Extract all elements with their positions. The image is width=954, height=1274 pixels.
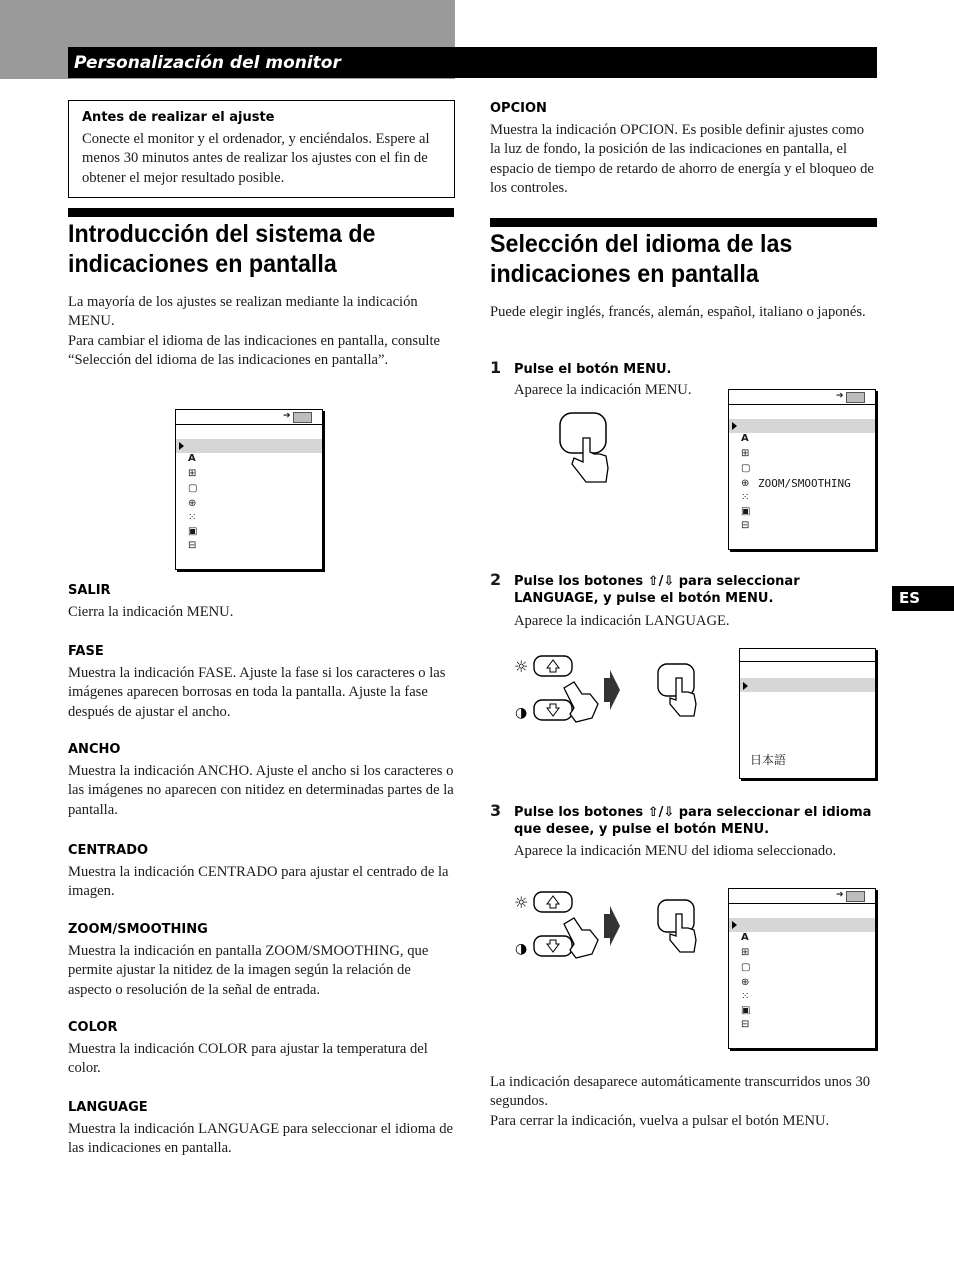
zoom-menu-label: ZOOM/SMOOTHING — [758, 477, 851, 490]
step-2-number: 2 — [490, 570, 502, 589]
item-zoom-label: ZOOM/SMOOTHING — [68, 922, 208, 937]
right-intro: Puede elegir inglés, francés, alemán, español, italiano o japonés. — [490, 304, 866, 320]
menu-screen-step3: ➔ A ⊞ ▢ ⊕ ⁙ ▣ ⊟ — [728, 888, 876, 1049]
language-icon: ▣ — [188, 526, 198, 537]
svg-text:◑: ◑ — [515, 941, 528, 957]
menu-screen-step1: ➔ A ⊞ ▢ ⊕ ZOOM/SMOOTHING ⁙ ▣ ⊟ — [728, 389, 876, 550]
color-icon: ⁙ — [188, 512, 197, 523]
language-icon: ▣ — [741, 1005, 751, 1016]
item-salir-label: SALIR — [68, 583, 111, 598]
opcion-text: Muestra la indicación OPCION. Es posible definir ajustes como la luz de fondo, la posición de las indicaciones en pantalla, el espacio de tiempo de retardo de ahorro de energía y el bloqueo de los controles. — [490, 122, 874, 197]
svg-text:☼: ☼ — [514, 657, 529, 676]
phase-icon: A — [188, 453, 196, 464]
svg-text:◑: ◑ — [515, 705, 528, 721]
note-box-title: Antes de realizar el ajuste — [82, 110, 275, 125]
left-intro-2: Para cambiar el idioma de las indicaciones en pantalla, consulte “Selección del idioma de las indicaciones en pantalla”. — [68, 333, 440, 369]
center-icon: ▢ — [741, 463, 751, 474]
zoom-icon: ⊕ — [741, 478, 750, 489]
language-screen-step2 — [739, 648, 876, 779]
left-heading-rule — [68, 208, 454, 217]
item-fase-label: FASE — [68, 644, 104, 659]
center-icon: ▢ — [188, 483, 198, 494]
item-salir-text: Cierra la indicación MENU. — [68, 604, 234, 620]
item-color-text: Muestra la indicación COLOR para ajustar la temperatura del color. — [68, 1041, 428, 1077]
step-3-title: Pulse los botones ⇧/⇩ para seleccionar el idioma que desee, y pulse el botón MENU. — [514, 805, 872, 837]
item-language-label: LANGUAGE — [68, 1100, 148, 1115]
zoom-icon: ⊕ — [741, 977, 750, 988]
japanese-option: 日本語 — [750, 753, 787, 767]
closing-text-2: Para cerrar la indicación, vuelva a pulsar el botón MENU. — [490, 1113, 830, 1129]
step-2-text: Aparece la indicación LANGUAGE. — [514, 613, 730, 629]
menu-button-press-1 — [550, 410, 620, 490]
option-icon: ⊟ — [741, 1019, 750, 1030]
svg-text:☼: ☼ — [514, 893, 529, 912]
step-1-text: Aparece la indicación MENU. — [514, 382, 692, 398]
left-intro: La mayoría de los ajustes se realizan mediante la indicación MENU. — [68, 294, 418, 330]
step-1-number: 1 — [490, 358, 502, 377]
updown-buttons-step3 — [512, 888, 717, 968]
updown-buttons-step2 — [512, 652, 717, 732]
item-language-text: Muestra la indicación LANGUAGE para seleccionar el idioma de las indicaciones en pantalla. — [68, 1121, 453, 1157]
closing-text-1: La indicación desaparece automáticamente transcurridos unos 30 segundos. — [490, 1074, 871, 1110]
width-icon: ⊞ — [188, 468, 197, 479]
item-centrado-text: Muestra la indicación CENTRADO para ajustar el centrado de la imagen. — [68, 864, 449, 900]
option-icon: ⊟ — [188, 540, 197, 551]
right-heading: Selección del idioma de las indicaciones en pantalla — [490, 230, 793, 288]
step-2-title: Pulse los botones ⇧/⇩ para seleccionar LANGUAGE, y pulse el botón MENU. — [514, 574, 800, 606]
item-ancho-label: ANCHO — [68, 742, 121, 757]
center-icon: ▢ — [741, 962, 751, 973]
item-fase-text: Muestra la indicación FASE. Ajuste la fase si los caracteres o las imágenes aparecen borrosas en toda la pantalla. Ajuste la fase después de ajustar el ancho. — [68, 665, 446, 720]
item-ancho-text: Muestra la indicación ANCHO. Ajuste el ancho si los caracteres o las imágenes no aparecen con nitidez en determinadas partes de la pantalla. — [68, 763, 454, 818]
section-title: Personalización del monitor — [74, 53, 341, 73]
color-icon: ⁙ — [741, 492, 750, 503]
right-heading-rule — [490, 218, 877, 227]
note-box-body: Conecte el monitor y el ordenador, y enciéndalos. Espere al menos 30 minutos antes de realizar los ajustes con el fin de obtener el mejor resultado posible. — [82, 131, 430, 186]
language-icon: ▣ — [741, 506, 751, 517]
step-3-text: Aparece la indicación MENU del idioma seleccionado. — [514, 843, 837, 859]
step-3-number: 3 — [490, 801, 502, 820]
item-zoom-text: Muestra la indicación en pantalla ZOOM/SMOOTHING, que permite ajustar la nitidez de la imagen según la relación de aspecto o resolución de la señal de entrada. — [68, 943, 429, 998]
zoom-icon: ⊕ — [188, 498, 197, 509]
width-icon: ⊞ — [741, 947, 750, 958]
left-heading: Introducción del sistema de indicaciones en pantalla — [68, 220, 376, 278]
language-side-tab: ES — [892, 586, 954, 611]
color-icon: ⁙ — [741, 991, 750, 1002]
phase-icon: A — [741, 433, 749, 444]
opcion-label: OPCION — [490, 101, 547, 116]
phase-icon: A — [741, 932, 749, 943]
item-centrado-label: CENTRADO — [68, 843, 149, 858]
option-icon: ⊟ — [741, 520, 750, 531]
menu-screen-left: ➔ A ⊞ ▢ ⊕ ⁙ ▣ ⊟ — [175, 409, 323, 570]
item-color-label: COLOR — [68, 1020, 118, 1035]
width-icon: ⊞ — [741, 448, 750, 459]
step-1-title: Pulse el botón MENU. — [514, 362, 672, 377]
